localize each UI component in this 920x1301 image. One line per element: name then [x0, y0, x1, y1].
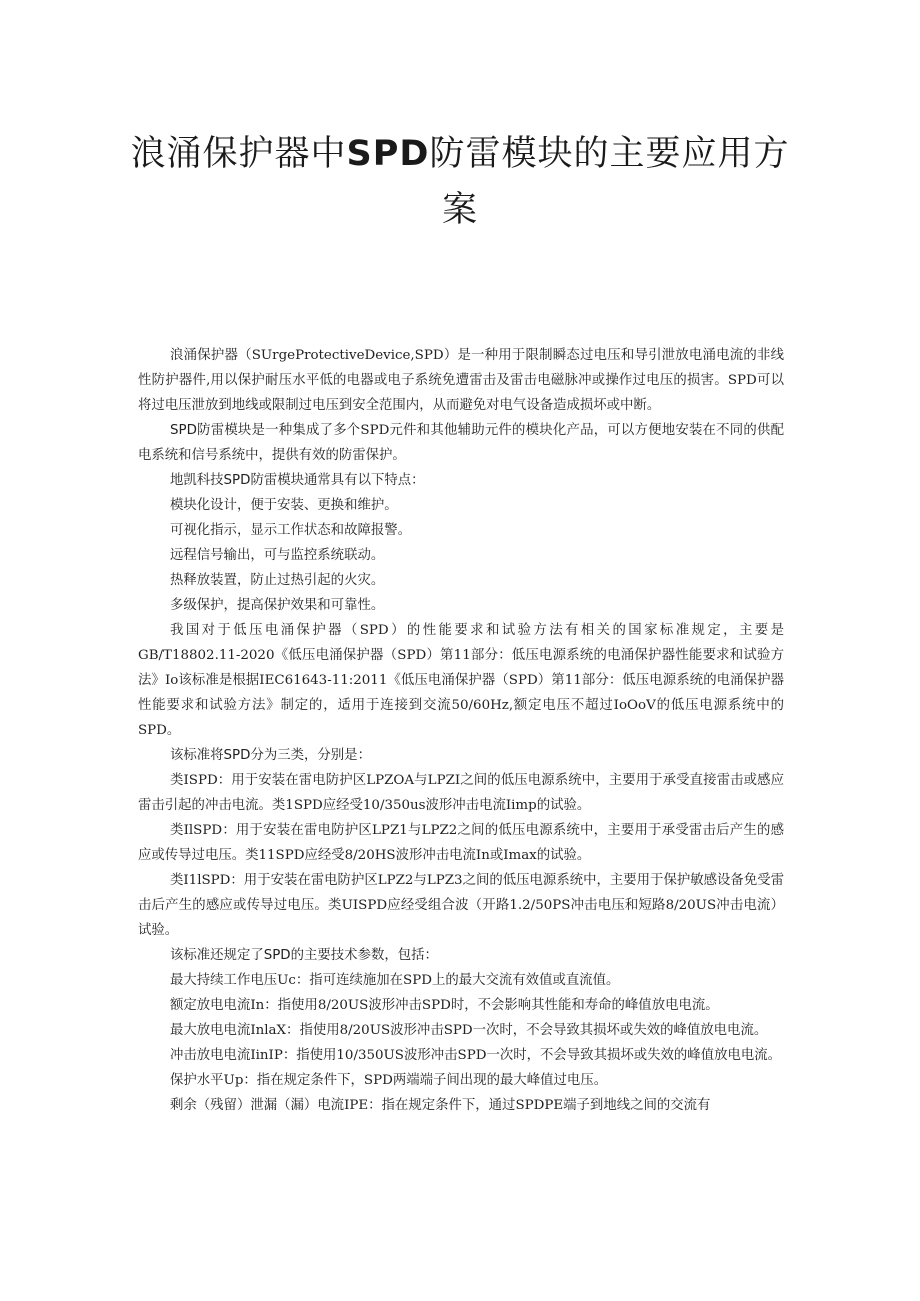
list-item: 模块化设计，便于安装、更换和维护。 — [170, 498, 398, 513]
paragraph: 类IlSPD：用于安装在雷电防护区LPZ1与LPZ2之间的低压电源系统中，主要用于承受雷击后产生的感应或传导过电压。类11SPD应经受8/20HS波形冲击电流In或Imax的试验。 — [138, 823, 784, 863]
list-item: 剩余（残留）泄漏（漏）电流IPE：指在规定条件下，通过SPDPE端子到地线之间的交流有 — [170, 1098, 711, 1113]
paragraph: 类I1lSPD：用于安装在雷电防护区LPZ2与LPZ3之间的低压电源系统中，主要用于保护敏感设备免受雷击后产生的感应或传导过电压。类UISPD应经受组合波（开路1.2/50PS冲击电压和短路8/20US冲击电流）试验。 — [138, 873, 784, 938]
section-heading: 地凯科技SPD防雷模块通常具有以下特点： — [170, 473, 425, 488]
paragraph: 我国对于低压电涌保护器（SPD）的性能要求和试验方法有相关的国家标准规定，主要是GB/T18802.11-2020《低压电涌保护器（SPD）第11部分：低压电源系统的电涌保护器性能要求和试验方法》Io该标准是根据IEC61643-11:2011《低压电涌保护器（SPD）第11部分：低压电源系统的电涌保护器性能要求和试验方法》制定的，适用于连接到交流50/60Hz,额定电压不超过IoOoV的低压电源系统中的SPD。 — [138, 623, 784, 738]
list-item: 最大放电电流InlaX：指使用8/20US波形冲击SPD一次时，不会导致其损坏或失效的峰值放电电流。 — [170, 1023, 768, 1038]
list-item: 额定放电电流In：指使用8/20US波形冲击SPD时，不会影响其性能和寿命的峰值放电电流。 — [170, 998, 719, 1013]
list-item: 保护水平Up：指在规定条件下，SPD两端端子间出现的最大峰值过电压。 — [170, 1073, 608, 1088]
title-part-1: 浪涌保护器中 — [130, 134, 347, 174]
list-item: 冲击放电电流IinIP：指使用10/350US波形冲击SPD一次时，不会导致其损坏或失效的峰值放电电流。 — [170, 1048, 782, 1063]
list-item: 最大持续工作电压Uc：指可连续施加在SPD上的最大交流有效值或直流值。 — [170, 973, 620, 988]
document-body — [138, 343, 784, 1118]
title-bold: SPD — [346, 134, 430, 174]
title-part-2: 防雷模块的主要应用方案 — [429, 134, 790, 230]
list-item: 热释放装置，防止过热引起的火灾。 — [170, 573, 385, 588]
paragraph: 浪涌保护器（SUrgeProtectiveDevice,SPD）是一种用于限制瞬态过电压和导引泄放电涌电流的非线性防护器件,用以保护耐压水平低的电器或电子系统免遭雷击及雷击电磁脉冲或操作过电压的损害。SPD可以将过电压泄放到地线或限制过电压到安全范围内，从而避免对电气设备造成损坏或中断。 — [138, 348, 785, 413]
section-heading: 该标准还规定了SPD的主要技术参数，包括： — [170, 948, 438, 963]
list-item: 多级保护，提高保护效果和可靠性。 — [170, 598, 385, 613]
page-title — [130, 126, 790, 238]
list-item: 可视化指示，显示工作状态和故障报警。 — [170, 523, 412, 538]
list-item: 远程信号输出，可与监控系统联动。 — [170, 548, 385, 563]
paragraph: 类ISPD：用于安装在雷电防护区LPZOA与LPZI之间的低压电源系统中，主要用于承受直接雷击或感应雷击引起的冲击电流。类1SPD应经受10/350us波形冲击电流Iimp的试验。 — [138, 773, 784, 813]
section-heading: 该标准将SPD分为三类，分别是： — [170, 748, 371, 763]
paragraph: SPD防雷模块是一种集成了多个SPD元件和其他辅助元件的模块化产品，可以方便地安装在不同的供配电系统和信号系统中，提供有效的防雷保护。 — [138, 423, 784, 463]
